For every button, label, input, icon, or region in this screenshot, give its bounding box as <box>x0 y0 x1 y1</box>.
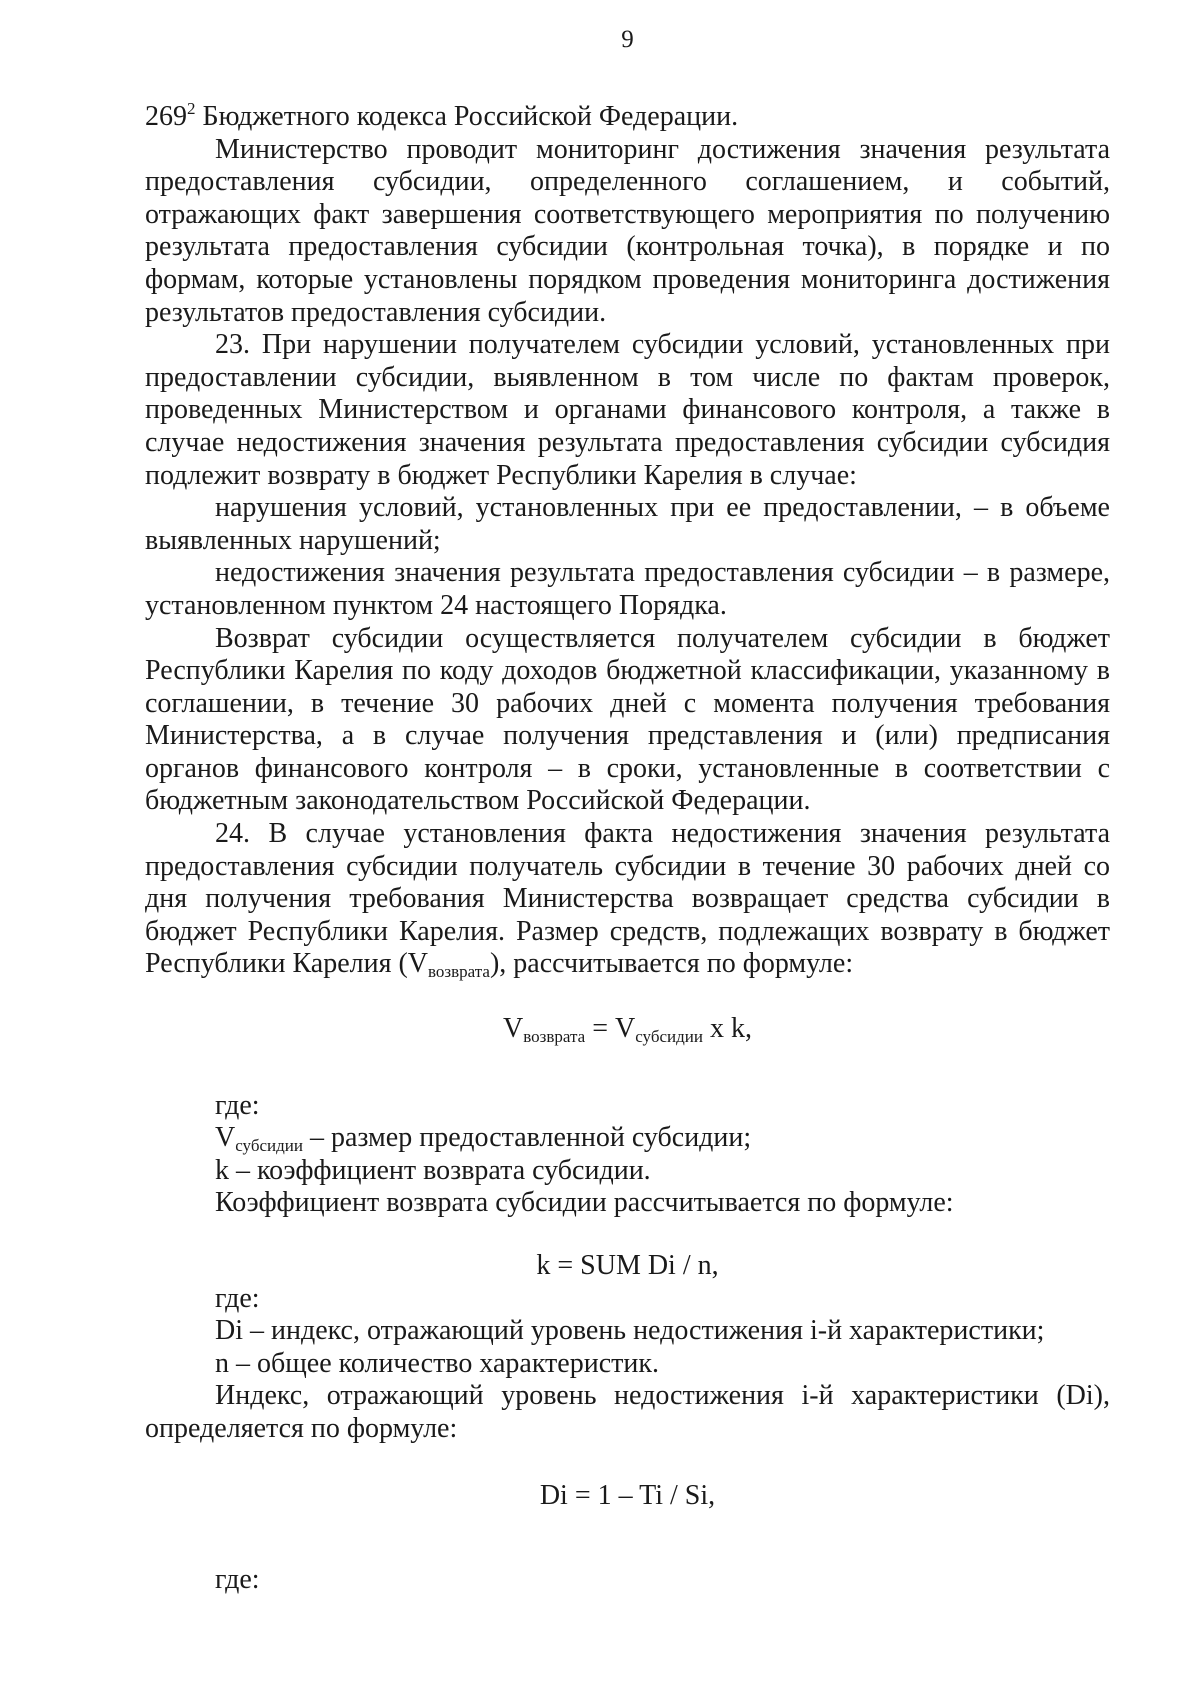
v-letter: V <box>215 1122 236 1154</box>
definition-k: k – коэффициент возврата субсидии. <box>215 1154 651 1186</box>
budget-code-text: Бюджетного кодекса Российской Федерации. <box>195 101 739 132</box>
paragraph-24-text: 24. В случае установления факта недостижения значения результата предоставления субсидии получатель субсидии в течение 30 рабочих дней со дня получения требования Министерства возвращает средства субсидии в бюджет Республики Карелия. Размер средств, подлежащих возврату в бюджет Республики Карелия (V <box>145 818 1110 980</box>
article-number: 269 <box>145 101 187 132</box>
refund-subscript: возврата <box>428 962 490 982</box>
v-subsidy-subscript: субсидии <box>235 1136 303 1156</box>
paragraph-non-achievement: недостижения значения результата предоставления субсидии – в размере, установленном пунктом 24 настоящего Порядка. <box>145 557 1110 621</box>
paragraph-monitoring: Министерство проводит мониторинг достижения значения результата предоставления субсидии, определенного соглашением, и событий, отражающих факт завершения соответствующего мероприятия по получению результата предоставления субсидии (контрольная точка), в порядке и по формам, которые установлены порядком проведения мониторинга достижения результатов предоставления субсидии. <box>145 133 1110 328</box>
page-number: 9 <box>621 26 634 53</box>
where-label-1: где: <box>215 1089 260 1121</box>
paragraph-di-intro: Индекс, отражающий уровень недостижения i-й характеристики (Di), определяется по формуле: <box>145 1380 1110 1444</box>
document-page <box>145 24 1110 1597</box>
paragraph-23-violation: 23. При нарушении получателем субсидии условий, установленных при предоставлении субсидии, выявленном в том числе по фактам проверок, проведенных Министерством и органами финансового контроля, а также в случае недостижения значения результата предоставления субсидии субсидия подлежит возврату в бюджет Республики Карелия в случае: <box>145 329 1110 491</box>
definition-v-subsidy <box>145 1122 1110 1155</box>
where-label-2: где: <box>215 1282 260 1314</box>
formula-equals-v: = V <box>585 1013 636 1045</box>
where-label-3: где: <box>215 1564 260 1596</box>
paragraph-24-refund-amount <box>145 818 1110 981</box>
formula-di: Di = 1 – Ti / Si, <box>539 1479 716 1511</box>
paragraph-24-tail: ), рассчитывается по формуле: <box>489 948 854 980</box>
formula-refund <box>145 1013 1110 1046</box>
formula-sub-subsidy: субсидии <box>635 1027 703 1047</box>
definition-n: n – общее количество характеристик. <box>215 1347 659 1379</box>
paragraph-violation-volume: нарушения условий, установленных при ее предоставлении, – в объеме выявленных нарушений; <box>145 492 1110 556</box>
v-subsidy-definition: – размер предоставленной субсидии; <box>302 1122 752 1154</box>
paragraph-budget-code-reference <box>145 101 1110 134</box>
paragraph-refund-procedure: Возврат субсидии осуществляется получателем субсидии в бюджет Республики Карелия по коду доходов бюджетной классификации, указанному в соглашении, в течение 30 рабочих дней с момента получения требования Министерства, а в случае получения представления и (или) предписания органов финансового контроля – в сроки, установленные в соответствии с бюджетным законодательством Российской Федерации. <box>145 622 1110 817</box>
formula-sub-refund: возврата <box>523 1027 586 1047</box>
definition-di: Di – индекс, отражающий уровень недостижения i-й характеристики; <box>215 1315 1045 1347</box>
formula-k: k = SUM Di / n, <box>536 1250 719 1281</box>
article-superscript: 2 <box>187 99 196 118</box>
formula-v-refund: V <box>503 1013 524 1045</box>
paragraph-k-intro: Коэффициент возврата субсидии рассчитывается по формуле: <box>215 1187 954 1219</box>
formula-times-k: x k, <box>702 1013 752 1045</box>
